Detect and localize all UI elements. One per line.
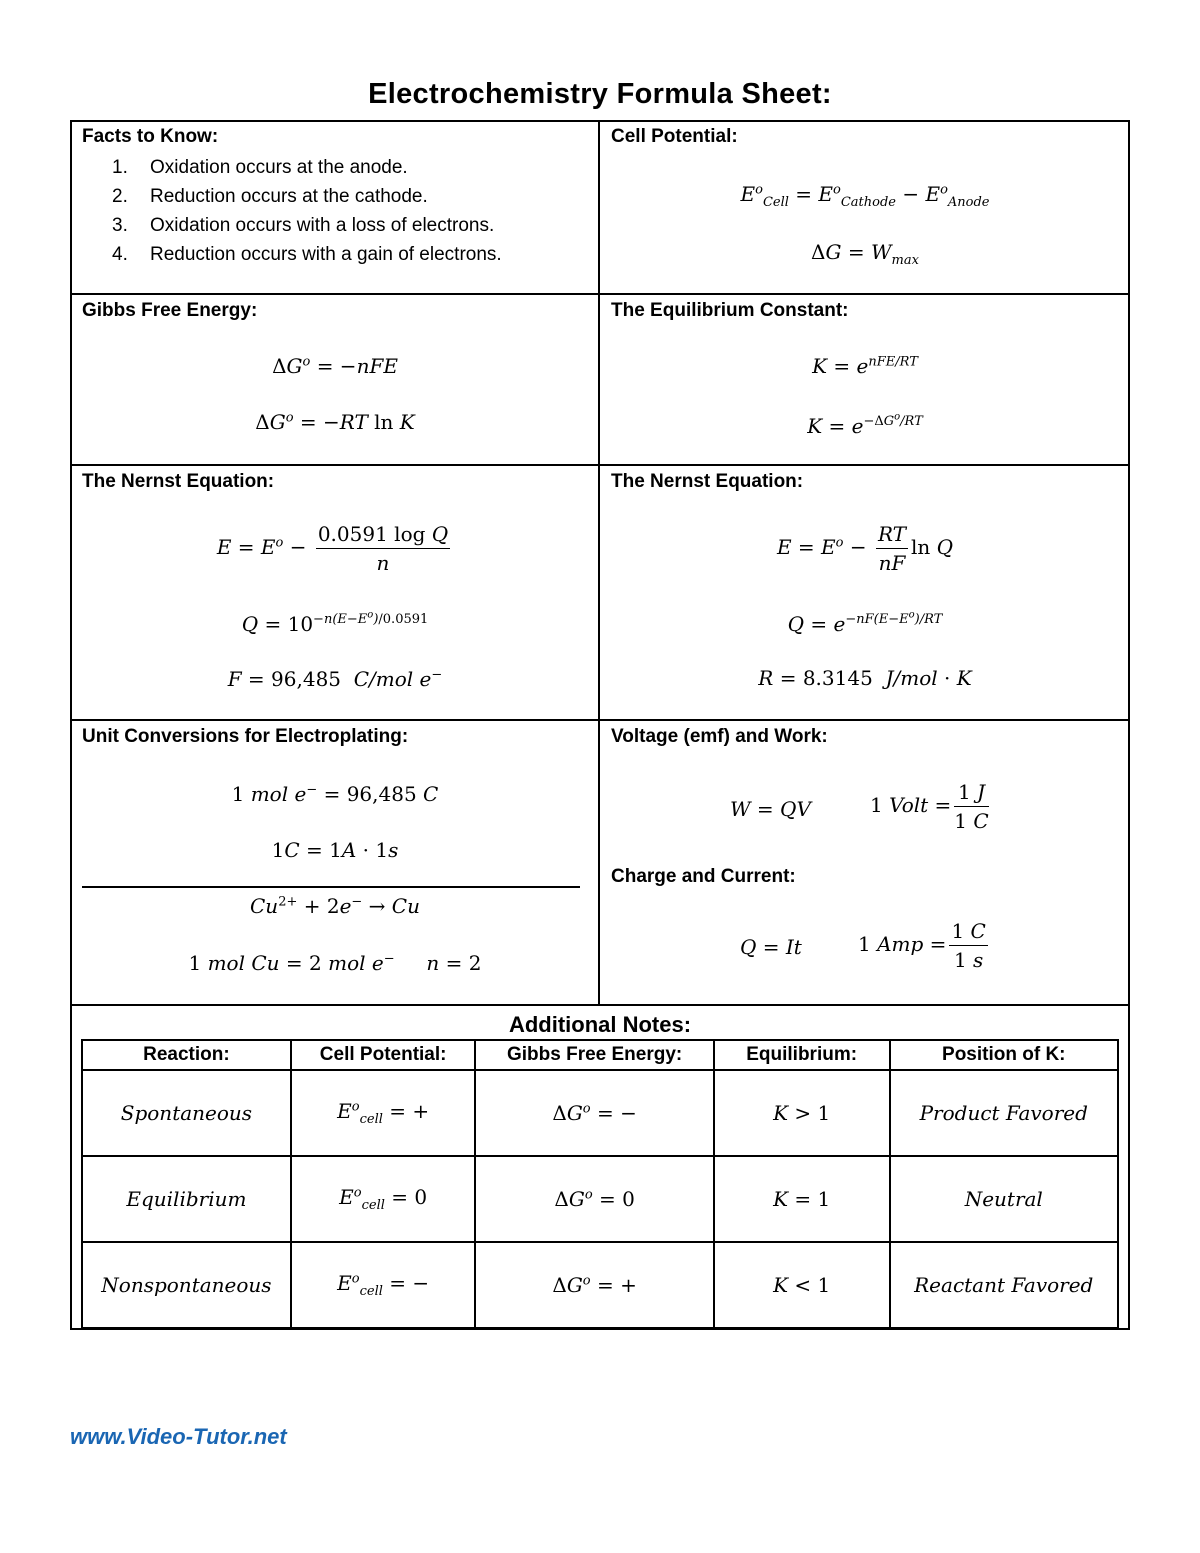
gibbs-equation-2: $\Delta G^o = -RT$ ln K [255, 410, 415, 434]
grid-divider-row4 [70, 1004, 1130, 1006]
charge-heading: Charge and Current: [611, 866, 796, 887]
facts-heading: Facts to Know: [82, 126, 219, 147]
table-cell: $E^o_{cell} = 0$ [291, 1156, 476, 1242]
charge-equation: Q = It [740, 935, 802, 959]
work-equation: W = QV [730, 797, 811, 821]
table-cell: $\Delta G^o$ = + [475, 1242, 713, 1328]
table-cell: K < 1 [714, 1242, 890, 1328]
nernst-log-equation: $E = E^o$ − $\frac{\text{0.0591 log Q}}{n}$ [216, 522, 449, 575]
gibbs-work-equation: $\Delta G = W_{max}$ [811, 240, 919, 268]
grid-divider-row1 [70, 293, 1130, 295]
list-item: 4. Reduction occurs with a gain of electrons. [112, 244, 502, 265]
equilibrium-equation-1: $K = e^{nFE/RT}$ [812, 354, 918, 378]
column-header-position: Position of K: [890, 1040, 1118, 1070]
column-header-cell-potential: Cell Potential: [291, 1040, 476, 1070]
faraday-constant: F = 96,485 C/mol e− [227, 667, 443, 691]
list-item: 3. Oxidation occurs with a loss of electrons. [112, 215, 495, 236]
equilibrium-equation-2: $K = e^{-\Delta G^o/RT}$ [807, 412, 923, 438]
notes-table [81, 1039, 1119, 1329]
amp-definition: 1 Amp = $\frac{1 C}{1 s}$ [858, 919, 986, 972]
table-cell: Equilibrium [82, 1156, 291, 1242]
cell-potential-heading: Cell Potential: [611, 126, 738, 147]
gibbs-heading: Gibbs Free Energy: [82, 300, 258, 321]
copper-mole-ratio: 1 mol Cu = 2 mol e− n = 2 [188, 951, 482, 975]
column-header-reaction: Reaction: [82, 1040, 291, 1070]
electroplating-heading: Unit Conversions for Electroplating: [82, 726, 409, 747]
nernst-q-equation: $Q = 10^{-n(E-E^o)/0.0591}$ [241, 610, 429, 636]
table-header-row [82, 1040, 1118, 1070]
nernst-q-exp-equation: $Q = e^{-nF(E-E^o)/RT}$ [787, 610, 943, 636]
table-cell: $\Delta G^o = 0$ [475, 1156, 713, 1242]
footer-link[interactable]: www.Video-Tutor.net [70, 1424, 287, 1449]
voltage-heading: Voltage (emf) and Work: [611, 726, 828, 747]
table-row [82, 1242, 1118, 1328]
column-header-equilibrium: Equilibrium: [714, 1040, 890, 1070]
electroplating-divider [82, 886, 580, 888]
grid-divider-row3 [70, 719, 1130, 721]
table-cell: K = 1 [714, 1156, 890, 1242]
table-row [82, 1070, 1118, 1156]
table-cell: Product Favored [890, 1070, 1118, 1156]
table-cell: K > 1 [714, 1070, 890, 1156]
page-title: Electrochemistry Formula Sheet: [368, 78, 832, 110]
notes-heading: Additional Notes: [508, 1012, 692, 1037]
nernst-right-heading: The Nernst Equation: [611, 471, 804, 492]
coulomb-equation: 1C = 1A · 1s [271, 838, 399, 862]
table-cell: $E^o_{cell}$ = − [291, 1242, 476, 1328]
volt-definition: 1 Volt = $\frac{1 J}{1 C}$ [870, 780, 989, 833]
copper-reduction-equation: $Cu^{2+} + 2e^- \to Cu$ [250, 894, 420, 918]
nernst-left-heading: The Nernst Equation: [82, 471, 275, 492]
facts-list [112, 153, 502, 269]
nernst-ln-equation: $E = E^o$ − $\frac{RT}{nF}$ ln Q [776, 522, 954, 575]
table-row [82, 1156, 1118, 1242]
table-cell: $\Delta G^o$ = − [475, 1070, 713, 1156]
table-cell: Neutral [890, 1156, 1118, 1242]
list-item: 1. Oxidation occurs at the anode. [112, 157, 408, 178]
table-cell: $E^o_{cell}$ = + [291, 1070, 476, 1156]
mol-electron-equation: 1 mol e− = 96,485 C [231, 782, 439, 806]
table-cell: Spontaneous [82, 1070, 291, 1156]
table-cell: Reactant Favored [890, 1242, 1118, 1328]
list-item: 2. Reduction occurs at the cathode. [112, 186, 428, 207]
column-header-gibbs: Gibbs Free Energy: [475, 1040, 713, 1070]
gas-constant: R = 8.3145 J/mol · K [758, 666, 972, 690]
table-cell: Nonspontaneous [82, 1242, 291, 1328]
equilibrium-heading: The Equilibrium Constant: [611, 300, 849, 321]
grid-divider-row2 [70, 464, 1130, 466]
cell-potential-equation: $E^o_{Cell} = E^o_{Cathode} - E^o_{Anode}$ [740, 182, 990, 210]
gibbs-equation-1: $\Delta G^o = -nFE$ [272, 354, 398, 378]
